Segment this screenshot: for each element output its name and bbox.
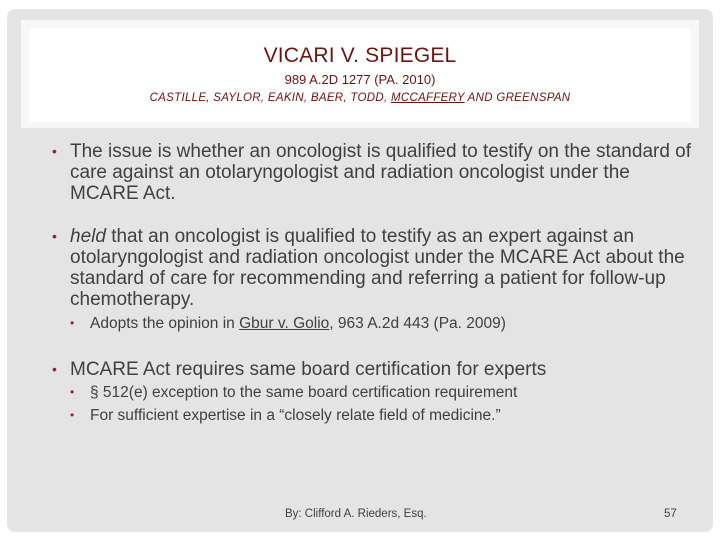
justice-underlined: MCCAFFERY (390, 92, 465, 104)
justices-after: AND GREENSPAN (464, 92, 571, 104)
bullet-icon: • (70, 316, 75, 330)
bullet-text: The issue is whether an oncologist is qualified to testify on the standard of care against an otolaryngologist and radiation oncologist under the MCARE Act. (70, 141, 692, 204)
sub-text: Adopts the opinion in (90, 315, 240, 332)
sub-text: For sufficient expertise in a “closely relate field of medicine.” (90, 407, 501, 424)
bullet-text: MCARE Act requires same board certification for experts (70, 359, 547, 380)
bullet-italic: held (70, 226, 106, 247)
bullet-3 (52, 359, 692, 380)
bullet-icon: • (70, 408, 75, 422)
sub-bullet (70, 404, 692, 427)
justices (29, 92, 691, 104)
slide-title: VICARI V. SPIEGEL (263, 44, 457, 67)
bullet-icon: • (70, 385, 75, 399)
sub-bullet (70, 381, 692, 404)
case-link[interactable]: Gbur v. Golio (239, 315, 330, 332)
title-box (21, 20, 699, 128)
footer-author: By: Clifford A. Rieders, Esq. (285, 508, 427, 520)
page-number: 57 (664, 508, 677, 520)
justices-before: CASTILLE, SAYLOR, EAKIN, BAER, TODD, (149, 92, 391, 104)
slide-body (52, 141, 692, 427)
bullet-icon: • (52, 143, 57, 159)
bullet-2 (52, 226, 692, 310)
bullet-icon: • (52, 228, 57, 244)
bullet-icon: • (52, 361, 57, 377)
sub-bullet (70, 312, 692, 335)
citation: 989 A.2D 1277 (PA. 2010) (284, 72, 436, 87)
bullet-text: that an oncologist is qualified to testify as an expert against an otolaryngologist and radiation oncologist under the MCARE Act about the standard of care for recommending and referring a patient for follow-up chemotherapy. (70, 226, 685, 310)
sub-text: § 512(e) exception to the same board certification requirement (90, 384, 518, 401)
sub-text: , 963 A.2d 443 (Pa. 2009) (329, 315, 506, 332)
bullet-1 (52, 141, 692, 204)
